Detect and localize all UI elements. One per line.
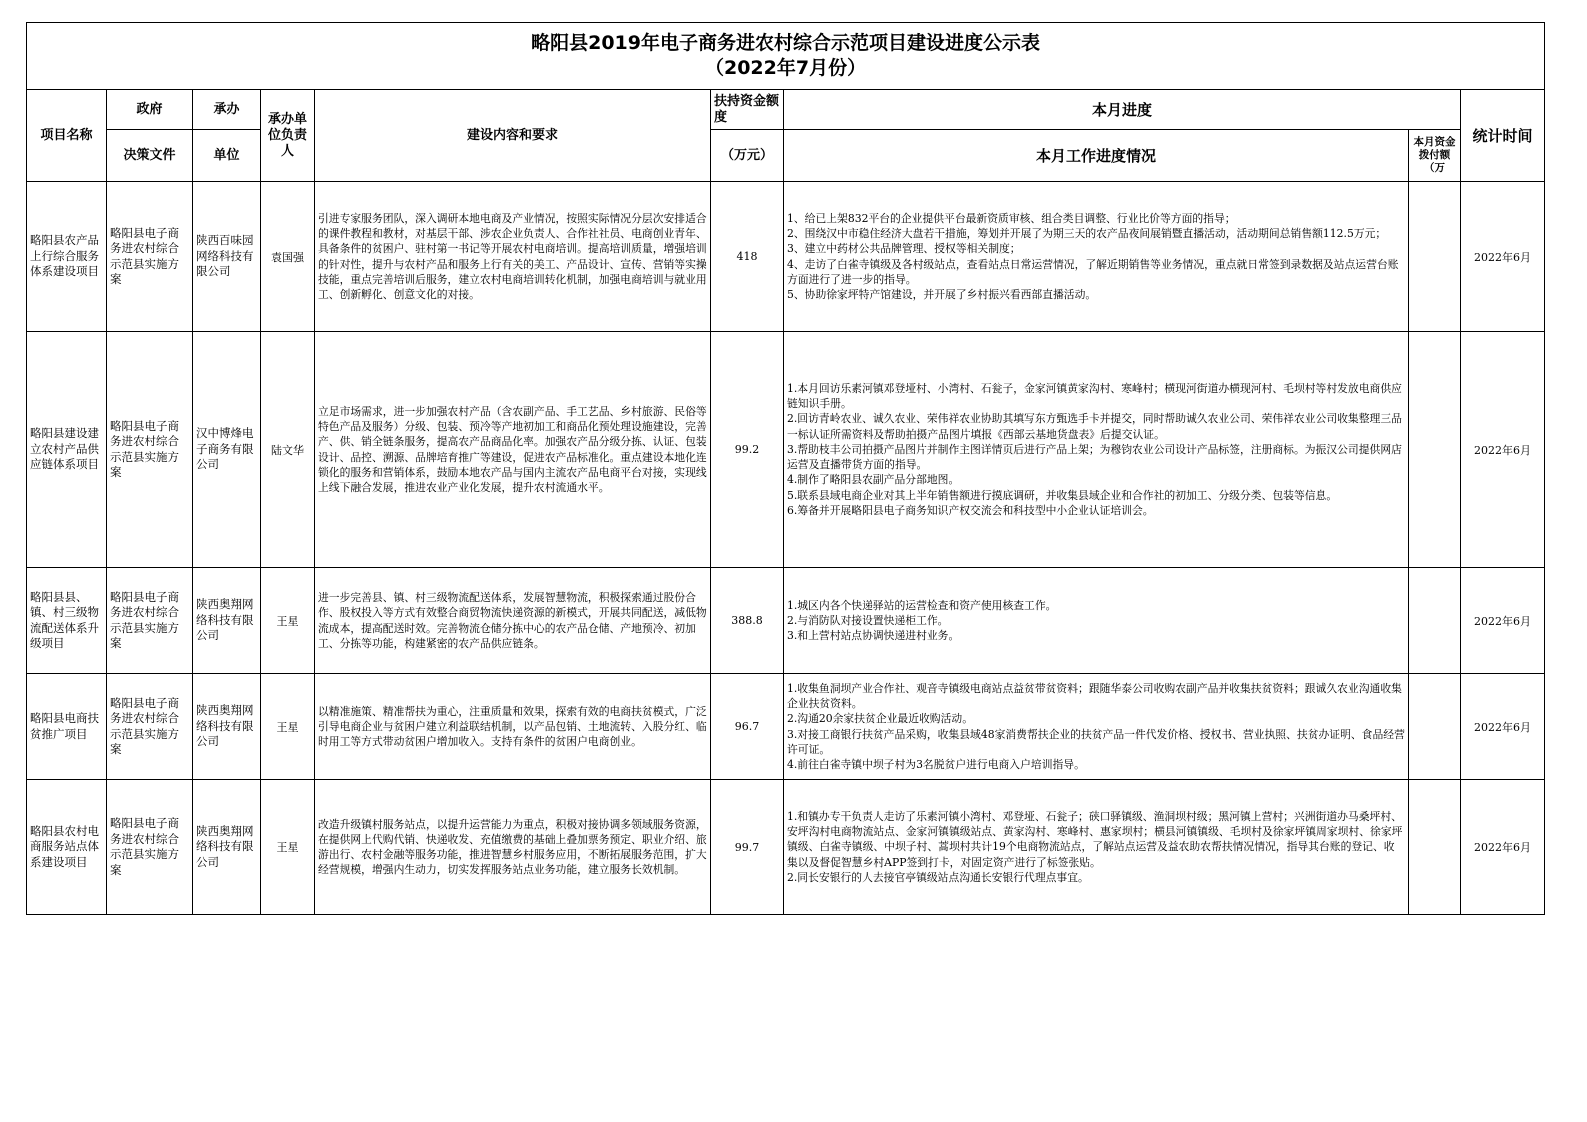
content-cell: 改造升级镇村服务站点，以提升运营能力为重点，积极对接协调多领域服务资源，在提供网上代购代销、快递收发、充值缴费的基础上叠加票务预定、职业介绍、旅游出行、农村金融等服务功能，推进智慧乡村服务应用，不断拓展服务范围，扩大经营规模，增强内生动力，切实发挥服务站点业务功能，建立服务长效机制。 [315, 780, 711, 915]
table-row [27, 780, 1545, 915]
content-cell: 立足市场需求，进一步加强农村产品（含农副产品、手工艺品、乡村旅游、民俗等特色产品及服务）分级、包装、预冷等产地初加工和商品化预处理设施建设，完善产、供、销全链条服务，提高农产品商品化率。加强农产品分级分拣、认证、包装设计、品控、溯源、品牌培育推广等建设，促进农产品标准化。重点建设本地化连锁化的服务和营销体系，鼓励本地农产品与国内主流农产品电商平台对接，实现线上线下融合发展，推进农业产业化发展，提升农村流通水平。 [315, 332, 711, 568]
table-row [27, 674, 1545, 780]
project-name-cell: 略阳县农产品上行综合服务体系建设项目 [27, 182, 107, 332]
funds-cell [1409, 568, 1461, 674]
header-work-progress: 本月工作进度情况 [784, 130, 1409, 182]
table-row [27, 332, 1545, 568]
stat-time-cell: 2022年6月 [1461, 568, 1545, 674]
header-gov-top: 政府 [107, 90, 193, 130]
progress-cell: 1、给已上架832平台的企业提供平台最新资质审核、组合类目调整、行业比价等方面的指导； 2、围绕汉中市稳住经济大盘若干措施，筹划并开展了为期三天的农产品夜间展销暨直播活动，活动期间总销售额112.5万元； 3、建立中药材公共品牌管理、授权等相关制度； 4、走访了白雀寺镇级及各村级站点，查看站点日常运营情况，了解近期销售等业务情况，重点就日常签到录数据及站点运营台账方面进行了进一步的指导。 5、协助徐家坪特产馆建设，并开展了乡村振兴看西部直播活动。 [784, 182, 1409, 332]
person-cell: 王星 [261, 568, 315, 674]
header-monthly-progress: 本月进度 [784, 90, 1461, 130]
project-name-cell: 略阳县电商扶贫推广项目 [27, 674, 107, 780]
organizer-cell: 汉中博烽电子商务有限公司 [193, 332, 261, 568]
funds-cell [1409, 674, 1461, 780]
header-stat-time: 统计时间 [1461, 90, 1545, 182]
amount-cell: 99.2 [711, 332, 784, 568]
funds-cell [1409, 332, 1461, 568]
progress-table [26, 22, 1545, 915]
person-cell: 王星 [261, 780, 315, 915]
decision-doc-cell: 略阳县电子商务进农村综合示范县实施方案 [107, 332, 193, 568]
amount-cell: 418 [711, 182, 784, 332]
header-monthly-funds: 本月资金拨付额（万 [1409, 130, 1461, 182]
progress-cell: 1.收集鱼洞坝产业合作社、观音寺镇级电商站点益贫带贫资料；跟随华泰公司收购农副产品并收集扶贫资料；跟诚久农业沟通收集企业扶贫资料。 2.沟通20余家扶贫企业最近收购活动。 3.对接工商银行扶贫产品采购，收集县域48家消费帮扶企业的扶贫产品一件代发价格、授权书、营业执照、扶贫办证明、食品经营许可证。 4.前往白雀寺镇中坝子村为3名脱贫户进行电商入户培训指导。 [784, 674, 1409, 780]
table-row [27, 182, 1545, 332]
stat-time-cell: 2022年6月 [1461, 780, 1545, 915]
table-row [27, 568, 1545, 674]
project-name-cell: 略阳县农村电商服务站点体系建设项目 [27, 780, 107, 915]
amount-cell: 99.7 [711, 780, 784, 915]
person-cell: 陆文华 [261, 332, 315, 568]
decision-doc-cell: 略阳县电子商务进农村综合示范县实施方案 [107, 780, 193, 915]
decision-doc-cell: 略阳县电子商务进农村综合示范县实施方案 [107, 674, 193, 780]
stat-time-cell: 2022年6月 [1461, 674, 1545, 780]
content-cell: 以精准施策、精准帮扶为重心，注重质量和效果，探索有效的电商扶贫模式，广泛引导电商企业与贫困户建立利益联结机制，以产品包销、土地流转、入股分红、临时用工等方式带动贫困户增加收入。支持有条件的贫困户电商创业。 [315, 674, 711, 780]
page-title: 略阳县2019年电子商务进农村综合示范项目建设进度公示表 [531, 32, 1040, 54]
amount-cell: 96.7 [711, 674, 784, 780]
header-amount-bottom: （万元） [711, 130, 784, 182]
title-row [27, 23, 1545, 90]
project-name-cell: 略阳县县、镇、村三级物流配送体系升级项目 [27, 568, 107, 674]
header-project-name: 项目名称 [27, 90, 107, 182]
page-subtitle: （2022年7月份） [704, 57, 867, 79]
header-gov-bottom: 决策文件 [107, 130, 193, 182]
progress-cell: 1.本月回访乐素河镇邓登垭村、小湾村、石瓮子，金家河镇黄家沟村、寒峰村；横现河街道办横现河村、毛坝村等村发放电商供应链知识手册。 2.回访青岭农业、诚久农业、荣伟祥农业协助其填写东方甄选手卡并提交，同时帮助诚久农业公司、荣伟祥农业公司收集整理三品一标认证所需资料及帮助拍摄产品图片填报《西部云基地货盘表》后提交认证。 3.帮助枝丰公司拍摄产品图片并制作主图详情页后进行产品上架；为穆钧农业公司设计产品标签，注册商标。为振汉公司提供网店运营及直播带货方面的指导。 4.制作了略阳县农副产品分部地图。 5.联系县域电商企业对其上半年销售额进行摸底调研，并收集县域企业和合作社的初加工、分级分类、包装等信息。 6.筹备并开展略阳县电子商务知识产权交流会和科技型中小企业认证培训会。 [784, 332, 1409, 568]
stat-time-cell: 2022年6月 [1461, 332, 1545, 568]
funds-cell [1409, 182, 1461, 332]
content-cell: 进一步完善县、镇、村三级物流配送体系，发展智慧物流，积极探索通过股份合作、股权投入等方式有效整合商贸物流快递资源的新模式，开展共同配送，减低物流成本，提高配送时效。完善物流仓储分拣中心的农产品仓储、产地预冷、初加工、分拣等功能，构建紧密的农产品供应链条。 [315, 568, 711, 674]
organizer-cell: 陕西百味园网络科技有限公司 [193, 182, 261, 332]
amount-cell: 388.8 [711, 568, 784, 674]
funds-cell [1409, 780, 1461, 915]
decision-doc-cell: 略阳县电子商务进农村综合示范县实施方案 [107, 568, 193, 674]
decision-doc-cell: 略阳县电子商务进农村综合示范县实施方案 [107, 182, 193, 332]
progress-cell: 1.和镇办专干负责人走访了乐素河镇小湾村、邓登垭、石瓮子；硖口驿镇级、渔洞坝村级；黑河镇上营村；兴洲街道办马桑坪村、安坪沟村电商物流站点、金家河镇镇级站点、黄家沟村、寒峰村、惠家坝村；横县河镇镇级、毛坝村及徐家坪镇周家坝村、徐家坪镇级、白雀寺镇级、中坝子村、蒿坝村共计19个电商物流站点，了解站点运营及益农助农帮扶情况情况，指导其台账的登记、收集以及督促智慧乡村APP签到打卡，对固定资产进行了标签张贴。 2.同长安银行的人去接官亭镇级站点沟通长安银行代理点事宜。 [784, 780, 1409, 915]
stat-time-cell: 2022年6月 [1461, 182, 1545, 332]
project-name-cell: 略阳县建设建立农村产品供应链体系项目 [27, 332, 107, 568]
header-content: 建设内容和要求 [315, 90, 711, 182]
organizer-cell: 陕西奥翔网络科技有限公司 [193, 780, 261, 915]
header-person: 承办单位负责人 [261, 90, 315, 182]
organizer-cell: 陕西奥翔网络科技有限公司 [193, 674, 261, 780]
organizer-cell: 陕西奥翔网络科技有限公司 [193, 568, 261, 674]
header-org-bottom: 单位 [193, 130, 261, 182]
title-cell [27, 23, 1545, 90]
progress-cell: 1.城区内各个快递驿站的运营检查和资产使用核查工作。 2.与消防队对接设置快递柜工作。 3.和上营村站点协调快递进村业务。 [784, 568, 1409, 674]
header-row-2 [27, 130, 1545, 182]
header-amount-top: 扶持资金额度 [711, 90, 784, 130]
person-cell: 王星 [261, 674, 315, 780]
content-cell: 引进专家服务团队，深入调研本地电商及产业情况，按照实际情况分层次安排适合的课件教程和教材，对基层干部、涉农企业负责人、合作社社员、电商创业青年、具备条件的贫困户、驻村第一书记等开展农村电商培训。提高培训质量，增强培训的针对性，提升与农村产品和服务上行有关的美工、产品设计、宣传、营销等实操技能，重点完善培训后服务，建立农村电商培训转化机制，加强电商培训与就业用工、创新孵化、创意文化的对接。 [315, 182, 711, 332]
person-cell: 袁国强 [261, 182, 315, 332]
header-org-top: 承办 [193, 90, 261, 130]
header-row-1 [27, 90, 1545, 130]
